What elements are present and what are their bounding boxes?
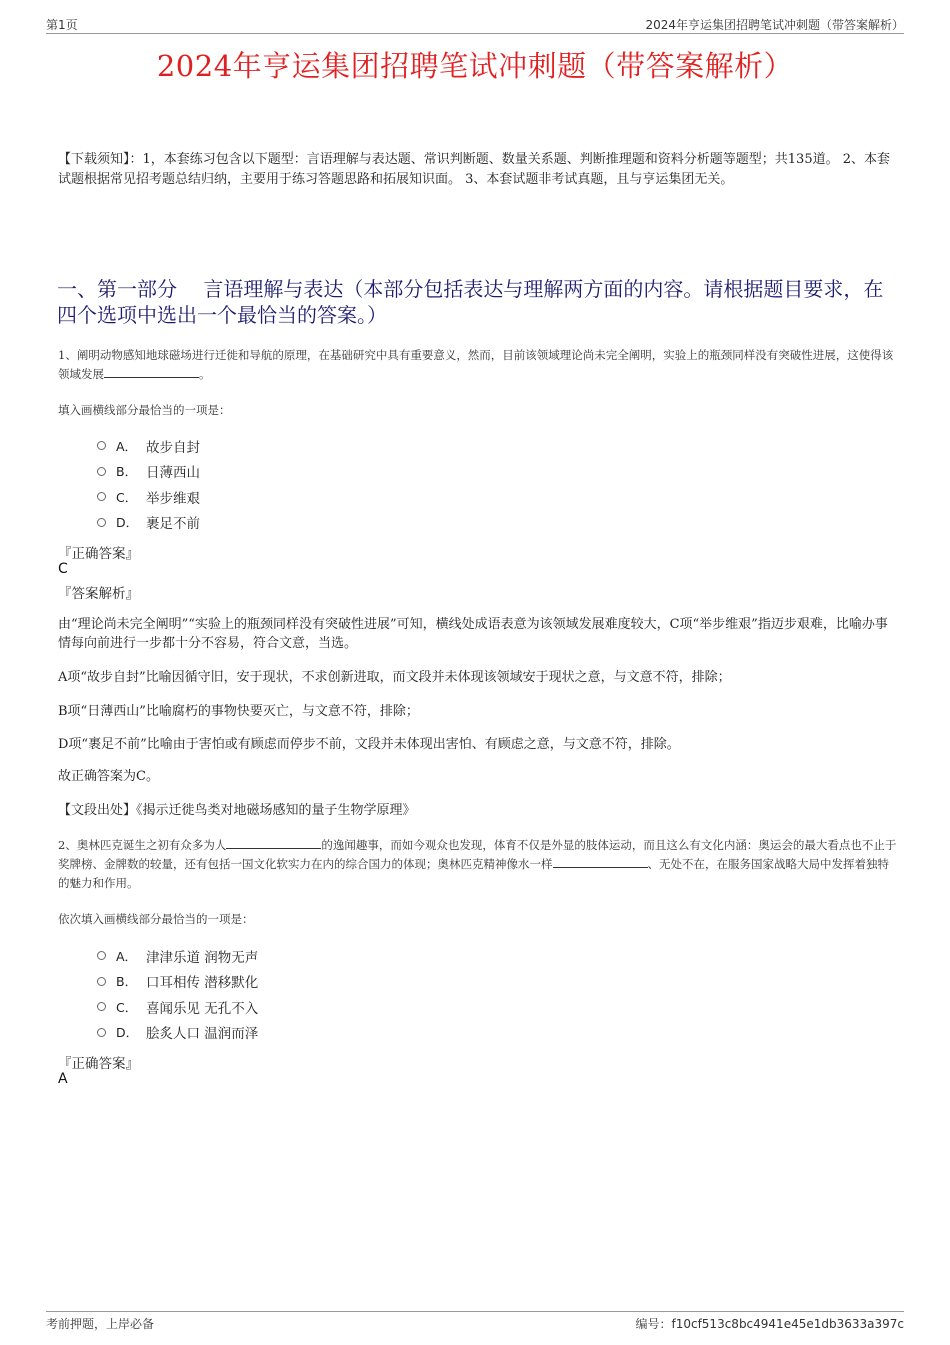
answer-blank (226, 836, 321, 849)
option-letter: D． (116, 1025, 139, 1041)
option-letter: A． (116, 438, 138, 454)
passage-source: 【文段出处】《揭示迁徙鸟类对地磁场感知的量子生物学原理》 (58, 803, 416, 818)
option-d[interactable] (97, 510, 200, 536)
option-text: 津津乐道 润物无声 (146, 949, 259, 966)
radio-icon[interactable] (97, 492, 106, 501)
option-text: 裹足不前 (146, 516, 200, 533)
answer-blank (553, 855, 648, 868)
page-header (46, 14, 904, 34)
radio-icon[interactable] (97, 1002, 106, 1011)
correct-answer: C (58, 561, 68, 577)
correct-answer-label: 『正确答案』 (58, 1056, 139, 1072)
correct-answer: A (58, 1071, 68, 1087)
code-value: f10cf513c8bc4941e45e1db3633a397c (671, 1317, 904, 1331)
correct-answer-label: 『正确答案』 (58, 546, 139, 562)
download-notice: 【下载须知】：1，本套练习包含以下题型：言语理解与表达题、常识判断题、数量关系题、判断推理题和资料分析题等题型；共135道。 2、本套试题根据常见招考题总结归纳，主要用于练习答题思路和拓展知识面。 3、本套试题非考试真题，且与亨运集团无关。 (58, 152, 890, 187)
radio-icon[interactable] (97, 518, 106, 527)
option-b[interactable] (97, 969, 258, 995)
question-2-stem-text: 的逸闻趣事，而如今观众也发现，体育不仅是外显的肢体运动，而且这么有文化内涵：奥运会的最大看点也不止于奖牌榜、金牌数的较量，还有包括一国文化软实力在内的综合国力的体现；奥林匹克精神像水一样 (58, 838, 897, 871)
question-2-options (97, 943, 258, 1045)
analysis-paragraph: A项“故步自封”比喻因循守旧，安于现状，不求创新进取，而文段并未体现该领域安于现状之意，与文意不符，排除； (58, 670, 731, 685)
analysis-paragraph: D项“裹足不前”比喻由于害怕或有顾虑而停步不前，文段并未体现出害怕、有顾虑之意，与文意不符，排除。 (58, 737, 680, 752)
radio-icon[interactable] (97, 441, 106, 450)
page-number: 第1页 (46, 18, 78, 32)
option-letter: A． (116, 948, 138, 964)
radio-icon[interactable] (97, 951, 106, 960)
document-title: 2024年亨运集团招聘笔试冲刺题（带答案解析） (156, 49, 794, 83)
option-text: 脍炙人口 温润而泽 (146, 1026, 259, 1043)
question-2-stem (58, 836, 898, 893)
option-c[interactable] (97, 994, 258, 1020)
option-b[interactable] (97, 459, 200, 485)
analysis-label: 『答案解析』 (58, 586, 139, 602)
option-letter: C． (116, 489, 138, 505)
option-text: 举步维艰 (146, 490, 200, 507)
question-2-stem-text: 2、奥林匹克诞生之初有众多为人 (58, 838, 227, 852)
analysis-conclusion: 故正确答案为C。 (58, 769, 159, 784)
option-a[interactable] (97, 943, 258, 969)
option-c[interactable] (97, 484, 200, 510)
header-doc-title: 2024年亨运集团招聘笔试冲刺题（带答案解析） (645, 18, 904, 32)
option-letter: B． (116, 464, 138, 480)
option-text: 口耳相传 潜移默化 (146, 975, 259, 992)
radio-icon[interactable] (97, 977, 106, 986)
question-1-prompt: 填入画横线部分最恰当的一项是： (58, 403, 231, 417)
analysis-paragraph: 由“理论尚未完全阐明”“实验上的瓶颈同样没有突破性进展”可知，横线处成语表意为该领域发展难度较大，C项“举步维艰”指迈步艰难，比喻办事情每向前进行一步都十分不容易，符合文意，当选。 (58, 617, 888, 651)
option-letter: D． (116, 515, 139, 531)
option-letter: C． (116, 999, 138, 1015)
document-code (635, 1315, 904, 1332)
code-label: 编号： (635, 1317, 672, 1331)
option-text: 故步自封 (146, 439, 200, 456)
page-footer (46, 1311, 904, 1336)
question-1-options (97, 433, 200, 535)
question-2-prompt: 依次填入画横线部分最恰当的一项是： (58, 912, 254, 926)
radio-icon[interactable] (97, 1028, 106, 1037)
footer-slogan: 考前押题，上岸必备 (46, 1317, 155, 1331)
question-1-stem (58, 346, 898, 384)
option-a[interactable] (97, 433, 200, 459)
analysis-paragraph: B项“日薄西山”比喻腐朽的事物快要灭亡，与文意不符，排除； (58, 704, 419, 719)
option-d[interactable] (97, 1020, 258, 1046)
question-1-stem-text: 1、阐明动物感知地球磁场进行迁徙和导航的原理，在基础研究中具有重要意义，然而，目前该领域理论尚未完全阐明，实验上的瓶颈同样没有突破性进展，这使得该领域发展 (58, 348, 894, 381)
question-2-stem-text: 、无处不在，在服务国家战略大局中发挥着独特的魅力和作用。 (58, 857, 889, 890)
radio-icon[interactable] (97, 467, 106, 476)
question-1-stem-end: 。 (199, 367, 211, 381)
option-text: 日薄西山 (146, 465, 200, 482)
option-text: 喜闻乐见 无孔不入 (146, 1000, 259, 1017)
answer-blank (104, 365, 199, 378)
option-letter: B． (116, 974, 138, 990)
section-heading: 一、第一部分 言语理解与表达（本部分包括表达与理解两方面的内容。请根据题目要求，在四个选项中选出一个最恰当的答案。） (57, 277, 884, 327)
